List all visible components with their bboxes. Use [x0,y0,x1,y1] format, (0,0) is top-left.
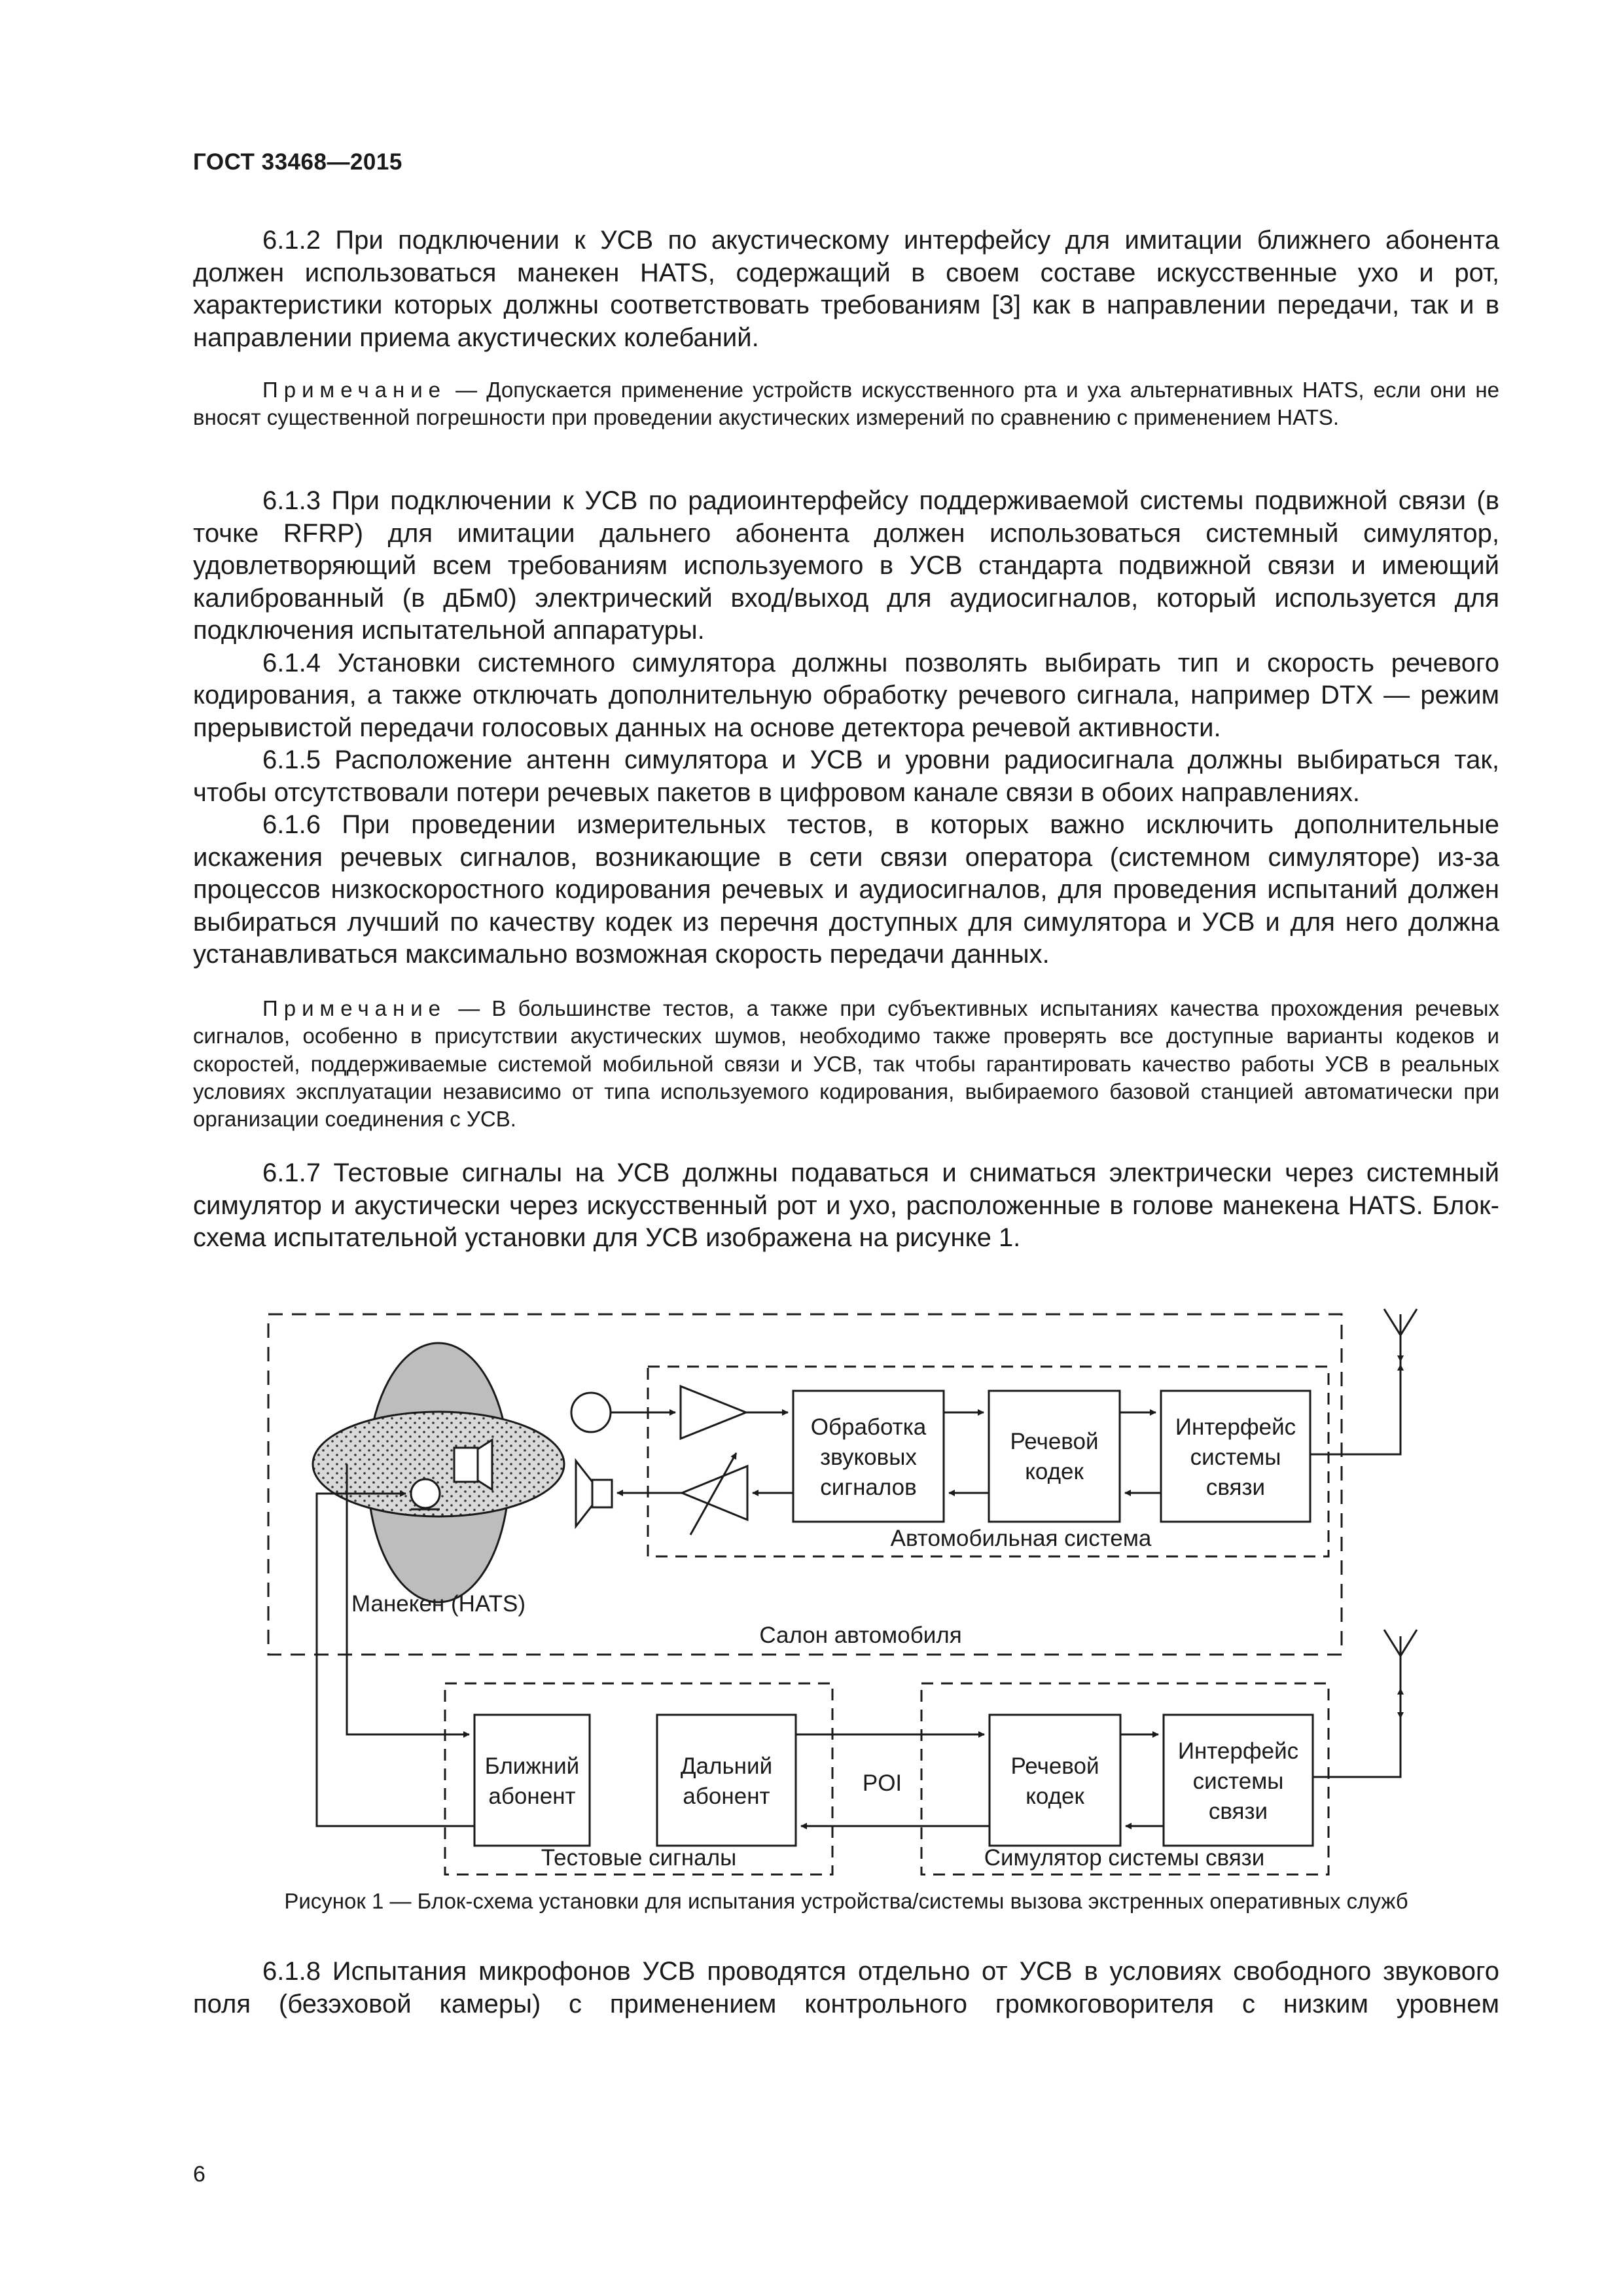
cabin-label: Салон автомобиля [759,1623,962,1648]
processing-block-line-1: Обработка [810,1414,927,1440]
processing-block-line-3: сигналов [820,1475,917,1500]
interface-block-line-2: системы [1190,1444,1281,1470]
microphone-icon [571,1393,611,1432]
amplifier-icon [681,1386,746,1439]
paragraph-6-1-4: 6.1.4 Установки системного симулятора должны позволять выбирать тип и скорость речевого кодирования, а также отключать дополнительную обработку речевого сигнала, например DTX — режим прерывистой передачи голосовых данных на основе детектора речевой активности. [193,648,1499,742]
test-signals-label: Тестовые сигналы [541,1845,737,1871]
artificial-ear-icon [454,1448,478,1482]
processing-block-line-2: звуковых [820,1444,917,1470]
simulator-codec-block [990,1715,1120,1846]
sim-codec-line-2: кодек [1026,1784,1084,1809]
hats-manikin [313,1343,564,1602]
loudspeaker-icon [592,1480,612,1507]
near-subscriber-block [474,1715,590,1846]
note-text: — Допускается применение устройств искусственного рта и уха альтернативных HATS, если они не вносят существенной погрешности при проведении акустических измерений по сравнению с применением HATS. [193,378,1499,430]
paragraph-text: 6.1.2 При подключении к УСВ по акустическому интерфейсу для имитации ближнего абонента должен использоваться манекен HATS, содержащий в своем составе искусственные ухо и рот, характеристики которых должны соответствовать требованиям [3] как в направлении передачи, так и в направлении приема акустических колебаний. [193,226,1499,352]
codec-block-line-1: Речевой [1010,1429,1099,1454]
far-block-line-1: Дальний [680,1753,773,1779]
sim-interface-line-3: связи [1208,1799,1268,1824]
document-header: ГОСТ 33468—2015 [193,149,402,175]
near-block-line-2: абонент [488,1784,576,1809]
antenna-icon [1384,1630,1417,1718]
note-text: — В большинстве тестов, а также при субъективных испытаниях качества прохождения речевых сигналов, особенно в присутствии акустических шумов, необходимо также проверять все доступные варианты кодеков и скоростей, поддерживаемые системой мобильной связи и УСВ, так чтобы гарантировать качество работы УСВ в реальных условиях эксплуатации независимо от типа используемого кодирования, выбираемого базовой станцией автоматически при организации соединения с УСВ. [193,996,1499,1132]
sim-interface-line-2: системы [1192,1768,1284,1794]
codec-block-line-2: кодек [1025,1459,1084,1484]
paragraph-text: 6.1.8 Испытания микрофонов УСВ проводятся отдельно от УСВ в условиях свободного звукового поля (безэховой камеры) с применением контрольного громкоговорителя с низким уровнем [193,1957,1499,2018]
sim-codec-line-1: Речевой [1010,1753,1099,1779]
interface-block-line-3: связи [1205,1475,1266,1500]
hats-label: Манекен (HATS) [351,1591,526,1617]
paragraph-6-1-6: 6.1.6 При проведении измерительных тестов, в которых важно исключить дополнительные искажения речевых сигналов, возникающие в сети связи оператора (системном симуляторе) из-за процессов низкоскоростного кодирования речевых и аудиосигналов, для проведения испытаний должен выбираться лучший по качеству кодек из перечня доступных для симулятора и УСВ и для него должна устанавливаться максимально возможная скорость передачи данных. [193,810,1499,969]
note-label: Примечание [262,378,447,402]
paragraph-6-1-3: 6.1.3 При подключении к УСВ по радиоинтерфейсу поддерживаемой системы подвижной связи (в точке RFRP) для имитации дальнего абонента должен использоваться системный симулятор, удовлетворяющий всем требованиям используемого в УСВ стандарта подвижной связи и имеющий калиброванный (в дБм0) электрический вход/выход для аудиосигналов, который используется для подключения испытательной аппаратуры. [193,486,1499,645]
antenna-icon [1384,1309,1417,1388]
paragraph-6-1-8 [193,1956,1499,2020]
poi-label: POI [862,1770,902,1796]
paragraph-text: 6.1.7 Тестовые сигналы на УСВ должны подаваться и сниматься электрически через системный симулятор и акустически через искусственный рот и ухо, расположенные в голове манекена HATS. Блок-схема испытательной установки для УСВ изображена на рисунке 1. [193,1158,1499,1252]
speech-codec-block [989,1391,1120,1522]
far-subscriber-block [657,1715,796,1846]
sim-interface-line-1: Интерфейс [1177,1738,1299,1764]
interface-block-line-1: Интерфейс [1175,1414,1296,1440]
page-number: 6 [193,2162,205,2187]
simulator-label: Симулятор системы связи [984,1845,1265,1871]
near-block-line-1: Ближний [484,1753,580,1779]
paragraph-6-1-5: 6.1.5 Расположение антенн симулятора и УСВ и уровни радиосигнала должны выбираться так, чтобы отсутствовали потери речевых пакетов в цифровом канале связи в обоих направлениях. [193,745,1499,807]
car-system-label: Автомобильная система [890,1526,1152,1551]
artificial-mouth-icon [411,1479,440,1508]
far-block-line-2: абонент [683,1784,770,1809]
note-label: Примечание [262,996,447,1020]
figure-caption: Рисунок 1 — Блок-схема установки для испытания устройства/системы вызова экстренных оперативных служб [284,1889,1408,1913]
